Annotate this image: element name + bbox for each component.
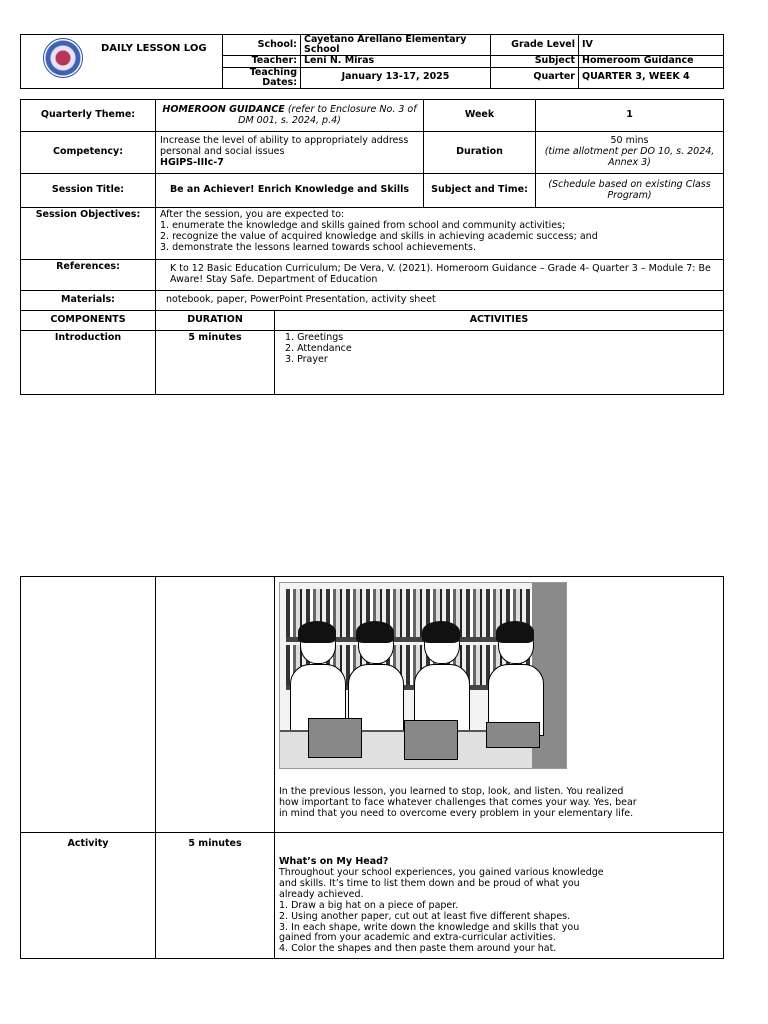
theme-note: (refer to Enclosure No. 3 of DM 001, s. 2024, p.4) (238, 103, 417, 126)
session-title-value: Be an Achiever! Enrich Knowledge and Skills (156, 174, 424, 208)
activity-step: 1. Draw a big hat on a piece of paper. (279, 899, 459, 911)
competency-value (156, 132, 424, 174)
grade-label: Grade Level (491, 35, 579, 56)
quarter-value: QUARTER 3, WEEK 4 (579, 67, 724, 88)
competency-label: Competency: (21, 132, 156, 174)
review-duration-cell (156, 577, 275, 833)
students-reading-illustration (279, 582, 567, 769)
subject-time-label: Subject and Time: (424, 174, 536, 208)
review-text: In the previous lesson, you learned to stop, look, and listen. You realized how important to face whatever challenges that comes your way. Yes, bear in mind that you need to overcome every problem in your elementary life. (279, 786, 637, 819)
dates-value: January 13-17, 2025 (301, 67, 491, 88)
subject-value: Homeroom Guidance (579, 55, 724, 67)
references-value: K to 12 Basic Education Curriculum; De Vera, V. (2021). Homeroom Guidance – Grade 4- Quarter 3 – Module 7: Be Aware! Stay Safe. Department of Education (156, 260, 724, 291)
activity-step: 3. In each shape, write down the knowledge and skills that you gained from your academic and extra-curricular activities. (279, 921, 580, 944)
week-value: 1 (536, 100, 724, 132)
activity-step: 4. Color the shapes and then paste them around your hat. (279, 943, 557, 955)
review-component-cell (21, 577, 156, 833)
school-value: Cayetano Arellano Elementary School (301, 35, 491, 56)
logo-cell (21, 35, 223, 89)
continued-lesson-table (20, 576, 724, 959)
header-table (20, 34, 724, 89)
references-label: References: (21, 260, 156, 291)
intro-item: 3. Prayer (285, 353, 328, 365)
school-label: School: (223, 35, 301, 56)
teacher-value: Leni N. Miras (301, 55, 491, 67)
grade-value: IV (579, 35, 724, 56)
dates-label: Teaching Dates: (223, 67, 301, 88)
activity-intro: Throughout your school experiences, you gained various knowledge and skills. It’s time to list them down and be proud of what you already achieved. (279, 866, 604, 900)
student-figure (412, 624, 470, 734)
activity-label: Activity (21, 833, 156, 959)
subject-time-value: (Schedule based on existing Class Program) (536, 174, 724, 208)
duration-label: Duration (424, 132, 536, 174)
review-activity-cell (275, 577, 724, 833)
book-icon (486, 722, 540, 748)
objective-item: 1. enumerate the knowledge and skills gained from school and community activities; (160, 219, 566, 231)
duration-value (536, 132, 724, 174)
competency-text: Increase the level of ability to appropriately address personal and social issues (160, 135, 409, 158)
activity-duration: 5 minutes (156, 833, 275, 959)
introduction-duration: 5 minutes (156, 331, 275, 395)
introduction-label: Introduction (21, 331, 156, 395)
objective-item: 2. recognize the value of acquired knowledge and skills in achieving academic success; and (160, 230, 598, 242)
duration-header: DURATION (156, 311, 275, 331)
activity-content (275, 833, 724, 959)
objective-item: 3. demonstrate the lessons learned towards school achievements. (160, 241, 476, 253)
intro-item: 1. Greetings (285, 332, 344, 343)
theme-bold: HOMEROON GUIDANCE (162, 103, 285, 115)
materials-value: notebook, paper, PowerPoint Presentation, activity sheet (156, 291, 724, 311)
objectives-value (156, 208, 724, 260)
document-title: DAILY LESSON LOG (101, 43, 207, 54)
deped-seal-icon (43, 38, 83, 78)
week-label: Week (424, 100, 536, 132)
materials-label: Materials: (21, 291, 156, 311)
intro-item: 2. Attendance (285, 342, 352, 354)
book-icon (308, 718, 362, 758)
theme-label: Quarterly Theme: (21, 100, 156, 132)
competency-code: HGIPS-IIIc-7 (160, 156, 224, 168)
lesson-table (20, 99, 724, 395)
introduction-activities (275, 331, 724, 395)
session-title-label: Session Title: (21, 174, 156, 208)
duration-minutes: 50 mins (610, 135, 649, 147)
subject-label: Subject (491, 55, 579, 67)
objectives-label: Session Objectives: (21, 208, 156, 260)
student-figure (486, 624, 544, 734)
objectives-intro: After the session, you are expected to: (160, 209, 345, 220)
activity-title: What’s on My Head? (279, 856, 389, 867)
activities-header: ACTIVITIES (275, 311, 724, 331)
activity-step: 2. Using another paper, cut out at least five different shapes. (279, 910, 571, 922)
quarter-label: Quarter (491, 67, 579, 88)
book-icon (404, 720, 458, 760)
components-header: COMPONENTS (21, 311, 156, 331)
theme-value (156, 100, 424, 132)
teacher-label: Teacher: (223, 55, 301, 67)
duration-note: (time allotment per DO 10, s. 2024, Annex 3) (544, 146, 715, 168)
